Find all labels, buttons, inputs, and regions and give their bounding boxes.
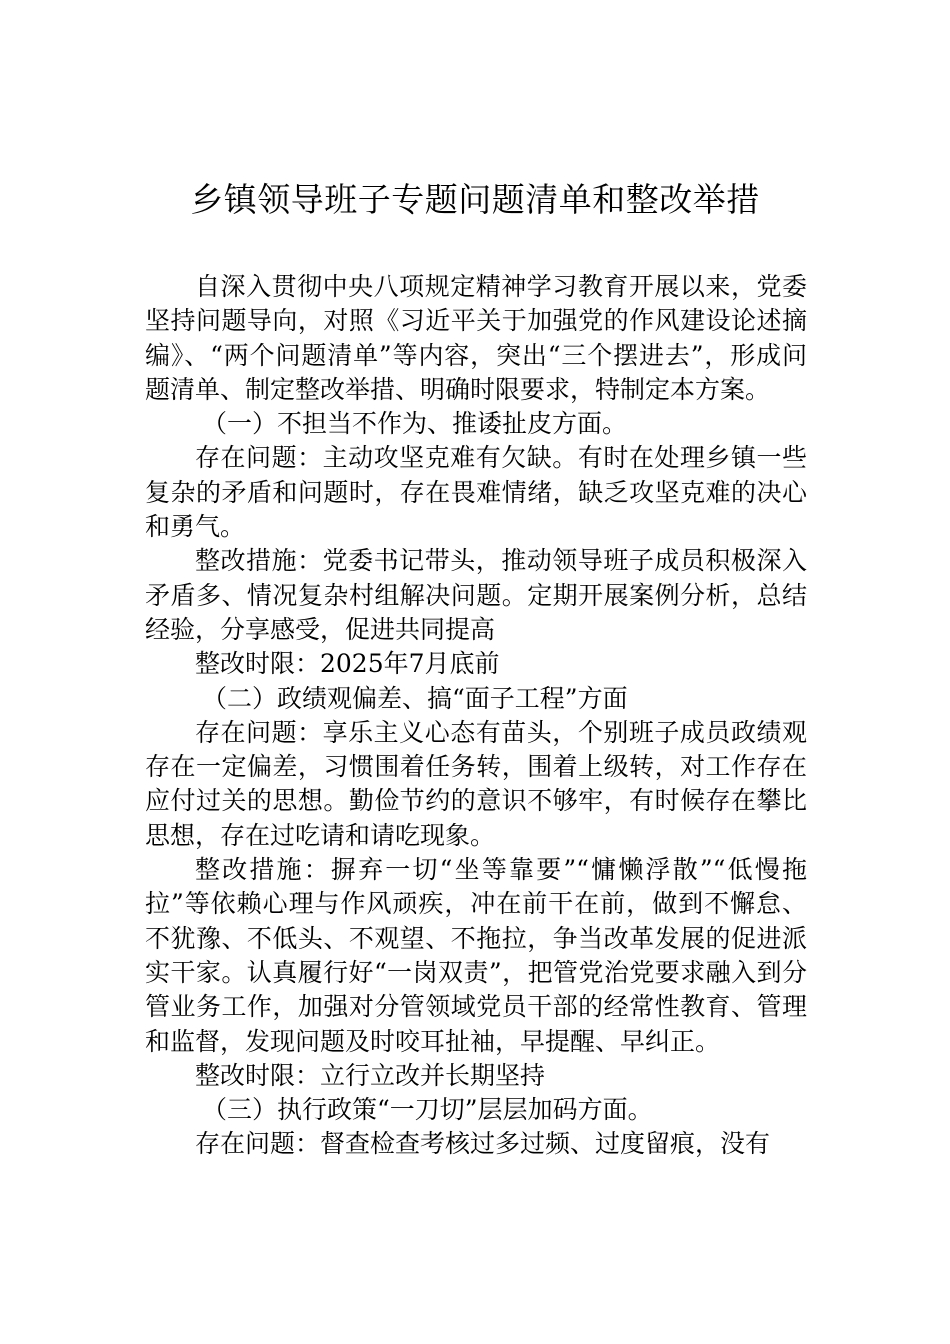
- section-1-measures: 整改措施：党委书记带头，推动领导班子成员积极深入矛盾多、情况复杂村组解决问题。定期开展案例分析，总结经验，分享感受，促进共同提高: [145, 546, 807, 644]
- document-body: [145, 270, 807, 1162]
- section-2-problem: 存在问题：享乐主义心态有苗头，个别班子成员政绩观存在一定偏差，习惯围着任务转，围着上级转，对工作存在应付过关的思想。勤俭节约的意识不够牢，有时候存在攀比思想，存在过吃请和请吃现象。: [145, 717, 807, 850]
- section-heading-3: （三）执行政策“一刀切”层层加码方面。: [202, 1095, 653, 1125]
- section-3-problem: 存在问题：督查检查考核过多过频、过度留痕，没有: [195, 1129, 771, 1159]
- section-heading-2: （二）政绩观偏差、搞“面子工程”方面: [202, 683, 628, 713]
- section-1-problem: 存在问题：主动攻坚克难有欠缺。有时在处理乡镇一些复杂的矛盾和问题时，存在畏难情绪，缺乏攻坚克难的决心和勇气。: [145, 443, 807, 542]
- section-heading-1: （一）不担当不作为、推诿扯皮方面。: [202, 409, 628, 439]
- section-2-measures: 整改措施：摒弃一切“坐等靠要”“慵懒浮散”“低慢拖拉”等依赖心理与作风顽疾，冲在前干在前，做到不懈怠、不犹豫、不低头、不观望、不拖拉，争当改革发展的促进派实干家。认真履行好“一岗双责”，把管党治党要求融入到分管业务工作，加强对分管领域党员干部的经常性教育、管理和监督，发现问题及时咬耳扯袖，早提醒、早纠正。: [145, 855, 807, 1056]
- section-1-deadline: 整改时限：2025年7月底前: [195, 649, 500, 679]
- section-2-deadline: 整改时限：立行立改并长期坚持: [195, 1060, 546, 1090]
- intro-paragraph: 自深入贯彻中央八项规定精神学习教育开展以来，党委坚持问题导向，对照《习近平关于加强党的作风建设论述摘编》、“两个问题清单”等内容，突出“三个摆进去”，形成问题清单、制定整改举措、明确时限要求，特制定本方案。: [145, 272, 807, 404]
- document-title: 乡镇领导班子专题问题清单和整改举措: [190, 180, 760, 219]
